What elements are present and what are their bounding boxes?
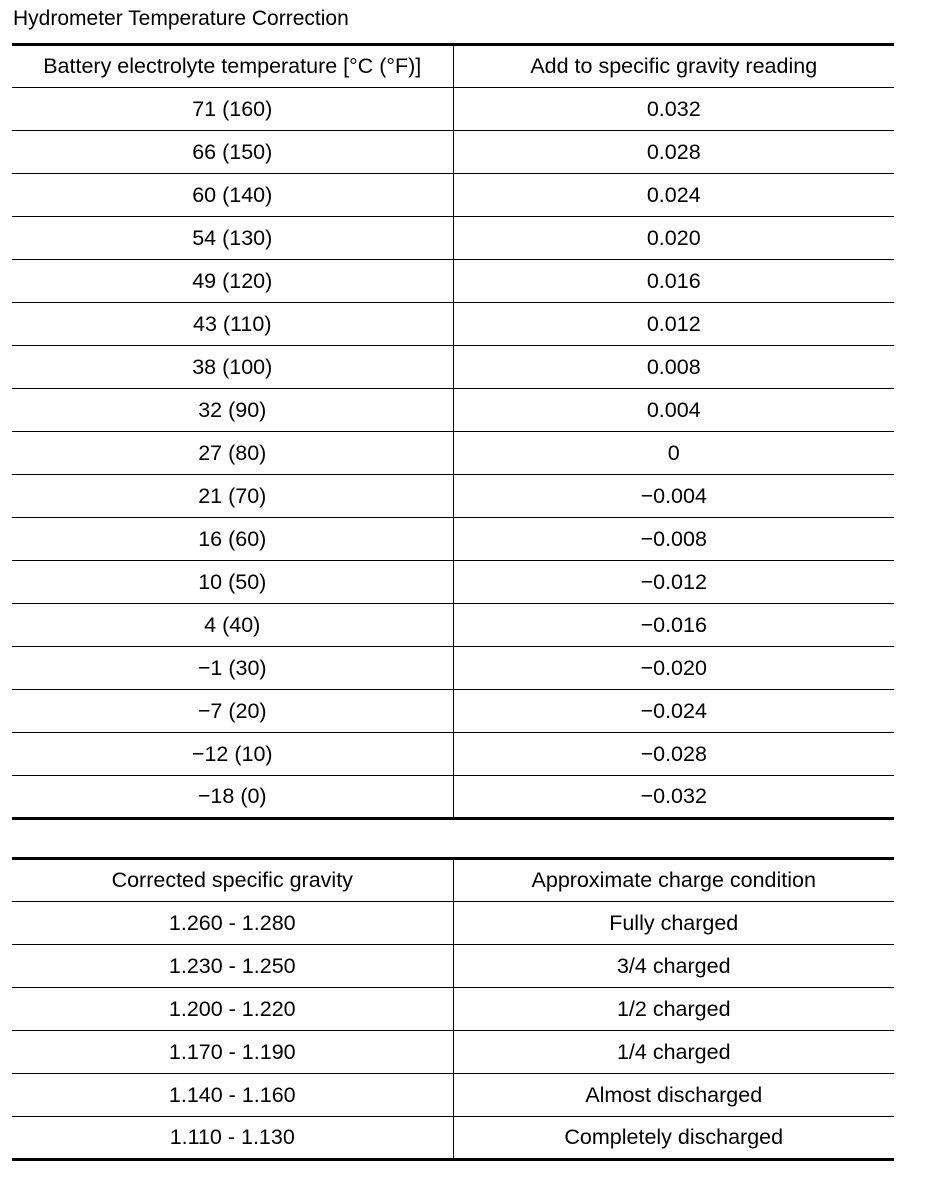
temperature-cell: 4 (40) bbox=[12, 604, 453, 647]
table-row bbox=[12, 1074, 894, 1117]
table-row bbox=[12, 902, 894, 945]
table-row bbox=[12, 174, 894, 217]
temperature-cell: −18 (0) bbox=[12, 776, 453, 819]
correction-cell: 0.020 bbox=[453, 217, 894, 260]
specific-gravity-cell: 1.230 - 1.250 bbox=[12, 945, 453, 988]
table-row bbox=[12, 389, 894, 432]
temperature-cell: 66 (150) bbox=[12, 131, 453, 174]
correction-cell: −0.008 bbox=[453, 518, 894, 561]
correction-cell: −0.016 bbox=[453, 604, 894, 647]
specific-gravity-cell: 1.200 - 1.220 bbox=[12, 988, 453, 1031]
temperature-cell: 21 (70) bbox=[12, 475, 453, 518]
column-header-specific-gravity: Corrected specific gravity bbox=[12, 859, 453, 902]
table-row bbox=[12, 88, 894, 131]
correction-cell: 0.004 bbox=[453, 389, 894, 432]
column-header-temperature: Battery electrolyte temperature [°C (°F)] bbox=[12, 45, 453, 88]
table-row bbox=[12, 1031, 894, 1074]
temperature-cell: 27 (80) bbox=[12, 432, 453, 475]
correction-cell: −0.004 bbox=[453, 475, 894, 518]
temperature-cell: −1 (30) bbox=[12, 647, 453, 690]
table-row bbox=[12, 690, 894, 733]
specific-gravity-cell: 1.170 - 1.190 bbox=[12, 1031, 453, 1074]
temperature-cell: 60 (140) bbox=[12, 174, 453, 217]
temperature-cell: −12 (10) bbox=[12, 733, 453, 776]
temperature-cell: 71 (160) bbox=[12, 88, 453, 131]
table-header-row bbox=[12, 859, 894, 902]
page-title: Hydrometer Temperature Correction bbox=[13, 7, 349, 30]
correction-cell: 0.016 bbox=[453, 260, 894, 303]
table-row bbox=[12, 432, 894, 475]
table-row bbox=[12, 1117, 894, 1160]
table-row bbox=[12, 604, 894, 647]
table-row bbox=[12, 475, 894, 518]
correction-cell: −0.028 bbox=[453, 733, 894, 776]
temperature-cell: 38 (100) bbox=[12, 346, 453, 389]
correction-cell: 0.012 bbox=[453, 303, 894, 346]
table-row bbox=[12, 217, 894, 260]
charge-condition-cell: Fully charged bbox=[453, 902, 894, 945]
correction-cell: 0.024 bbox=[453, 174, 894, 217]
table-row bbox=[12, 561, 894, 604]
table-row bbox=[12, 945, 894, 988]
charge-condition-cell: Almost discharged bbox=[453, 1074, 894, 1117]
correction-cell: 0.032 bbox=[453, 88, 894, 131]
temperature-cell: 43 (110) bbox=[12, 303, 453, 346]
table-row bbox=[12, 733, 894, 776]
specific-gravity-cell: 1.110 - 1.130 bbox=[12, 1117, 453, 1160]
charge-condition-cell: 3/4 charged bbox=[453, 945, 894, 988]
charge-condition-table bbox=[12, 857, 894, 1161]
table-row bbox=[12, 131, 894, 174]
temperature-cell: 10 (50) bbox=[12, 561, 453, 604]
table-row bbox=[12, 518, 894, 561]
table-row bbox=[12, 260, 894, 303]
specific-gravity-cell: 1.260 - 1.280 bbox=[12, 902, 453, 945]
correction-cell: −0.012 bbox=[453, 561, 894, 604]
temperature-cell: −7 (20) bbox=[12, 690, 453, 733]
correction-cell: −0.024 bbox=[453, 690, 894, 733]
temperature-cell: 16 (60) bbox=[12, 518, 453, 561]
charge-condition-cell: 1/2 charged bbox=[453, 988, 894, 1031]
correction-cell: 0.028 bbox=[453, 131, 894, 174]
correction-cell: 0.008 bbox=[453, 346, 894, 389]
table-row bbox=[12, 303, 894, 346]
table-row bbox=[12, 988, 894, 1031]
table-header-row bbox=[12, 45, 894, 88]
correction-cell: −0.020 bbox=[453, 647, 894, 690]
charge-condition-cell: 1/4 charged bbox=[453, 1031, 894, 1074]
temperature-correction-table bbox=[12, 43, 894, 820]
temperature-cell: 49 (120) bbox=[12, 260, 453, 303]
table-row bbox=[12, 346, 894, 389]
table-row bbox=[12, 647, 894, 690]
table-row bbox=[12, 776, 894, 819]
temperature-cell: 54 (130) bbox=[12, 217, 453, 260]
temperature-cell: 32 (90) bbox=[12, 389, 453, 432]
correction-cell: 0 bbox=[453, 432, 894, 475]
column-header-correction: Add to specific gravity reading bbox=[453, 45, 894, 88]
correction-cell: −0.032 bbox=[453, 776, 894, 819]
specific-gravity-cell: 1.140 - 1.160 bbox=[12, 1074, 453, 1117]
charge-condition-cell: Completely discharged bbox=[453, 1117, 894, 1160]
column-header-charge-condition: Approximate charge condition bbox=[453, 859, 894, 902]
